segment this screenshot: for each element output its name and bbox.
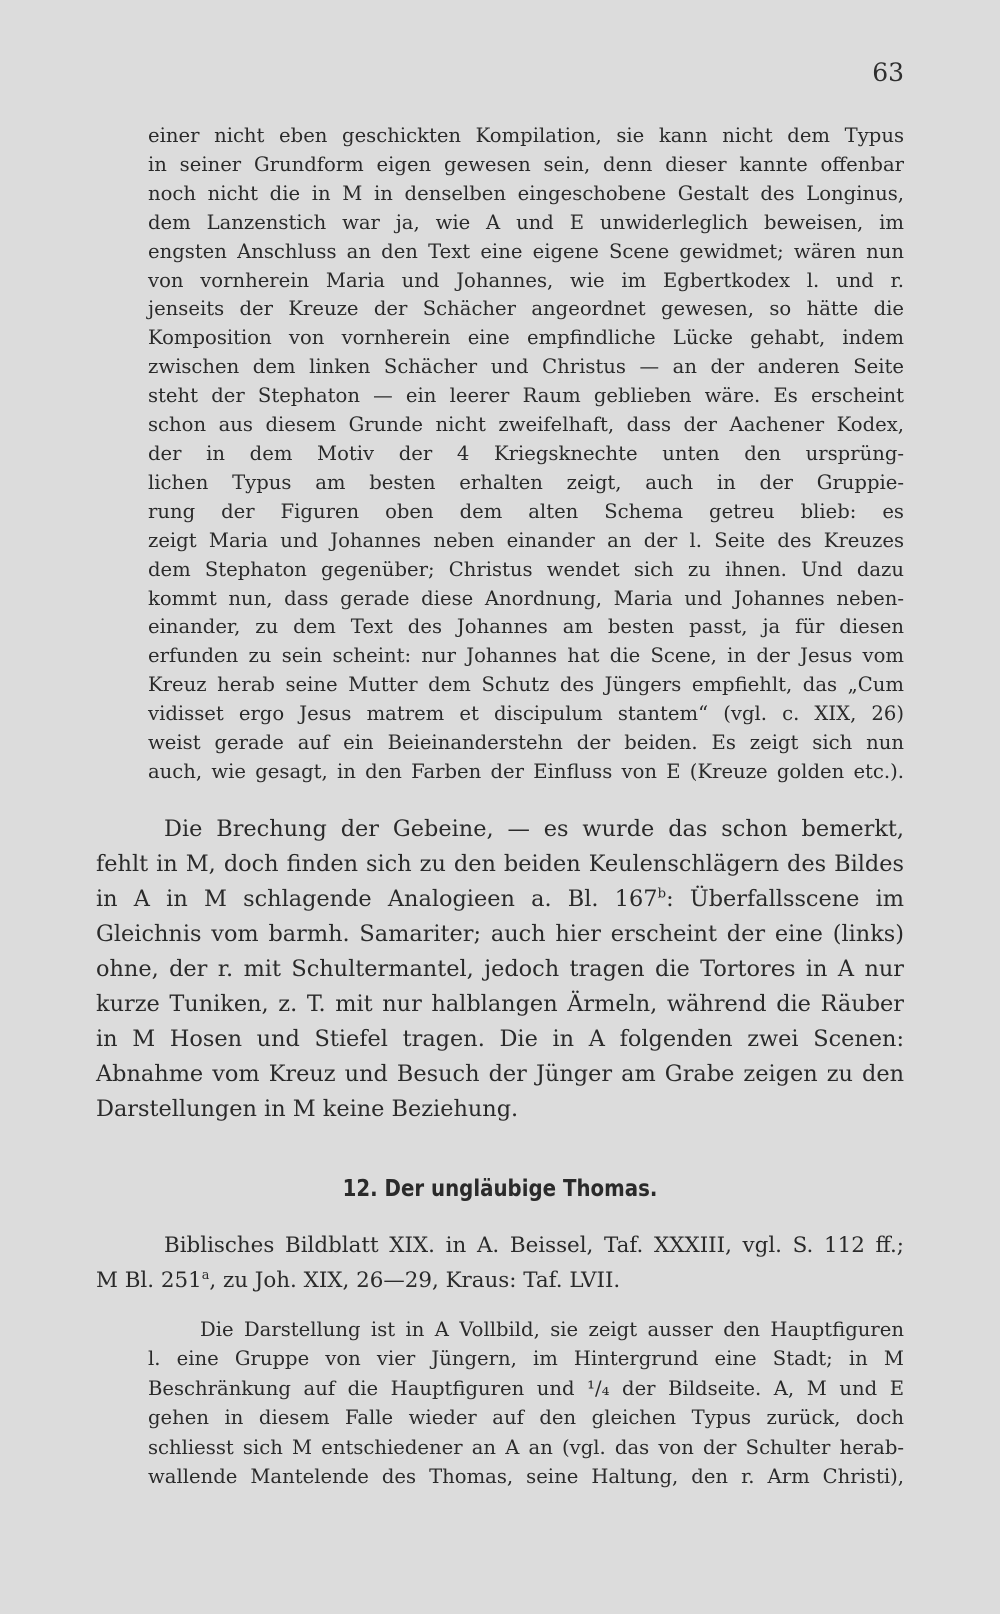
section-heading: 12. Der ungläubige Thomas. — [342, 1176, 658, 1202]
text-line: zwischen dem linken Schächer und Christus — an der anderen Seite — [148, 355, 904, 379]
text-line: Die Brechung der Gebeine, — es wurde das schon bemerkt, — [164, 816, 904, 842]
text-fragment: , zu Joh. XIX, 26—29, Kraus: Taf. LVII. — [209, 1268, 621, 1293]
text-line: Komposition von vornherein eine empfindliche Lücke gehabt, indem — [148, 326, 904, 350]
text-line: wallende Mantelende des Thomas, seine Haltung, den r. Arm Christi), — [148, 1465, 904, 1489]
text-line: ohne, der r. mit Schultermantel, jedoch tragen die Tortores in A nur — [96, 956, 904, 982]
source-reference — [96, 1228, 904, 1298]
text-line-with-superscript — [96, 882, 904, 917]
text-line: in M Hosen und Stiefel tragen. Die in A folgenden zwei Scenen: — [96, 1026, 904, 1052]
superscript: a — [201, 1267, 210, 1283]
text-line: zeigt Maria und Johannes neben einander an der l. Seite des Kreuzes — [148, 528, 904, 552]
text-line: noch nicht die in M in denselben eingeschobene Gestalt des Longinus, — [148, 181, 904, 205]
superscript: b — [657, 886, 667, 902]
text-line: dem Lanzenstich war ja, wie A und E unwiderleglich beweisen, im — [148, 210, 904, 234]
paragraph-main-text — [96, 812, 904, 1127]
text-fragment: : Überfallsscene im — [666, 886, 905, 912]
text-line: erfunden zu sein scheint: nur Johannes hat die Scene, in der Jesus vom — [148, 644, 904, 668]
text-line: jenseits der Kreuze der Schächer angeordnet gewesen, so hätte die — [148, 297, 904, 321]
text-line-with-superscript — [96, 1263, 904, 1298]
text-line: kommt nun, dass gerade diese Anordnung, Maria und Johannes neben- — [148, 586, 904, 610]
text-line: dem Stephaton gegenüber; Christus wendet sich zu ihnen. Und dazu — [148, 557, 904, 581]
text-line: steht der Stephaton — ein leerer Raum geblieben wäre. Es erscheint — [148, 384, 904, 408]
text-line: einander, zu dem Text des Johannes am besten passt, ja für diesen — [148, 615, 904, 639]
text-line: der in dem Motiv der 4 Kriegsknechte unten den ursprüng- — [148, 441, 904, 465]
text-line: vidisset ergo Jesus matrem et discipulum stantem“ (vgl. c. XIX, 26) — [148, 702, 904, 726]
text-line: Biblisches Bildblatt XIX. in A. Beissel, Taf. XXXIII, vgl. S. 112 ff.; — [164, 1233, 904, 1258]
text-line: Die Darstellung ist in A Vollbild, sie zeigt ausser den Hauptfiguren — [200, 1318, 904, 1341]
text-line: rung der Figuren oben dem alten Schema getreu blieb: es — [148, 499, 904, 523]
text-fragment: M Bl. 251 — [96, 1268, 202, 1293]
text-line: Kreuz herab seine Mutter dem Schutz des Jüngers empfiehlt, das „Cum — [148, 673, 904, 697]
text-line: lichen Typus am besten erhalten zeigt, auch in der Gruppie- — [148, 470, 904, 494]
text-line: gehen in diesem Falle wieder auf den gleichen Typus zurück, doch — [148, 1406, 904, 1430]
text-line: in seiner Grundform eigen gewesen sein, denn dieser kannte offenbar — [148, 152, 904, 176]
text-fragment: in A in M schlagende Analogieen a. Bl. 167 — [96, 886, 658, 912]
text-line: fehlt in M, doch finden sich zu den beiden Keulenschlägern des Bildes — [96, 851, 904, 877]
text-line: schliesst sich M entschiedener an A an (vgl. das von der Schulter herab- — [148, 1435, 904, 1459]
text-line: Darstellungen in M keine Beziehung. — [96, 1096, 519, 1122]
text-line: kurze Tuniken, z. T. mit nur halblangen Ärmeln, während die Räuber — [96, 991, 904, 1017]
text-line: weist gerade auf ein Beieinanderstehn der beiden. Es zeigt sich nun — [148, 731, 904, 755]
text-line: schon aus diesem Grunde nicht zweifelhaft, dass der Aachener Kodex, — [148, 413, 904, 437]
text-line: engsten Anschluss an den Text eine eigene Scene gewidmet; wären nun — [148, 239, 904, 263]
paragraph-small-print-2 — [148, 1315, 904, 1491]
text-line: Abnahme vom Kreuz und Besuch der Jünger am Grabe zeigen zu den — [96, 1061, 904, 1087]
page-number: 63 — [872, 58, 904, 87]
text-line: Beschränkung auf die Hauptfiguren und ¹/₄ der Bildseite. A, M und E — [148, 1376, 904, 1400]
text-line: auch, wie gesagt, in den Farben der Einfluss von E (Kreuze golden etc.). — [148, 759, 904, 783]
paragraph-small-print-1 — [148, 122, 904, 787]
text-line: von vornherein Maria und Johannes, wie im Egbertkodex l. und r. — [148, 268, 904, 292]
text-line: l. eine Gruppe von vier Jüngern, im Hintergrund eine Stadt; in M — [148, 1347, 904, 1371]
text-line: einer nicht eben geschickten Kompilation, sie kann nicht dem Typus — [148, 124, 904, 147]
text-line: Gleichnis vom barmh. Samariter; auch hier erscheint der eine (links) — [96, 921, 904, 947]
